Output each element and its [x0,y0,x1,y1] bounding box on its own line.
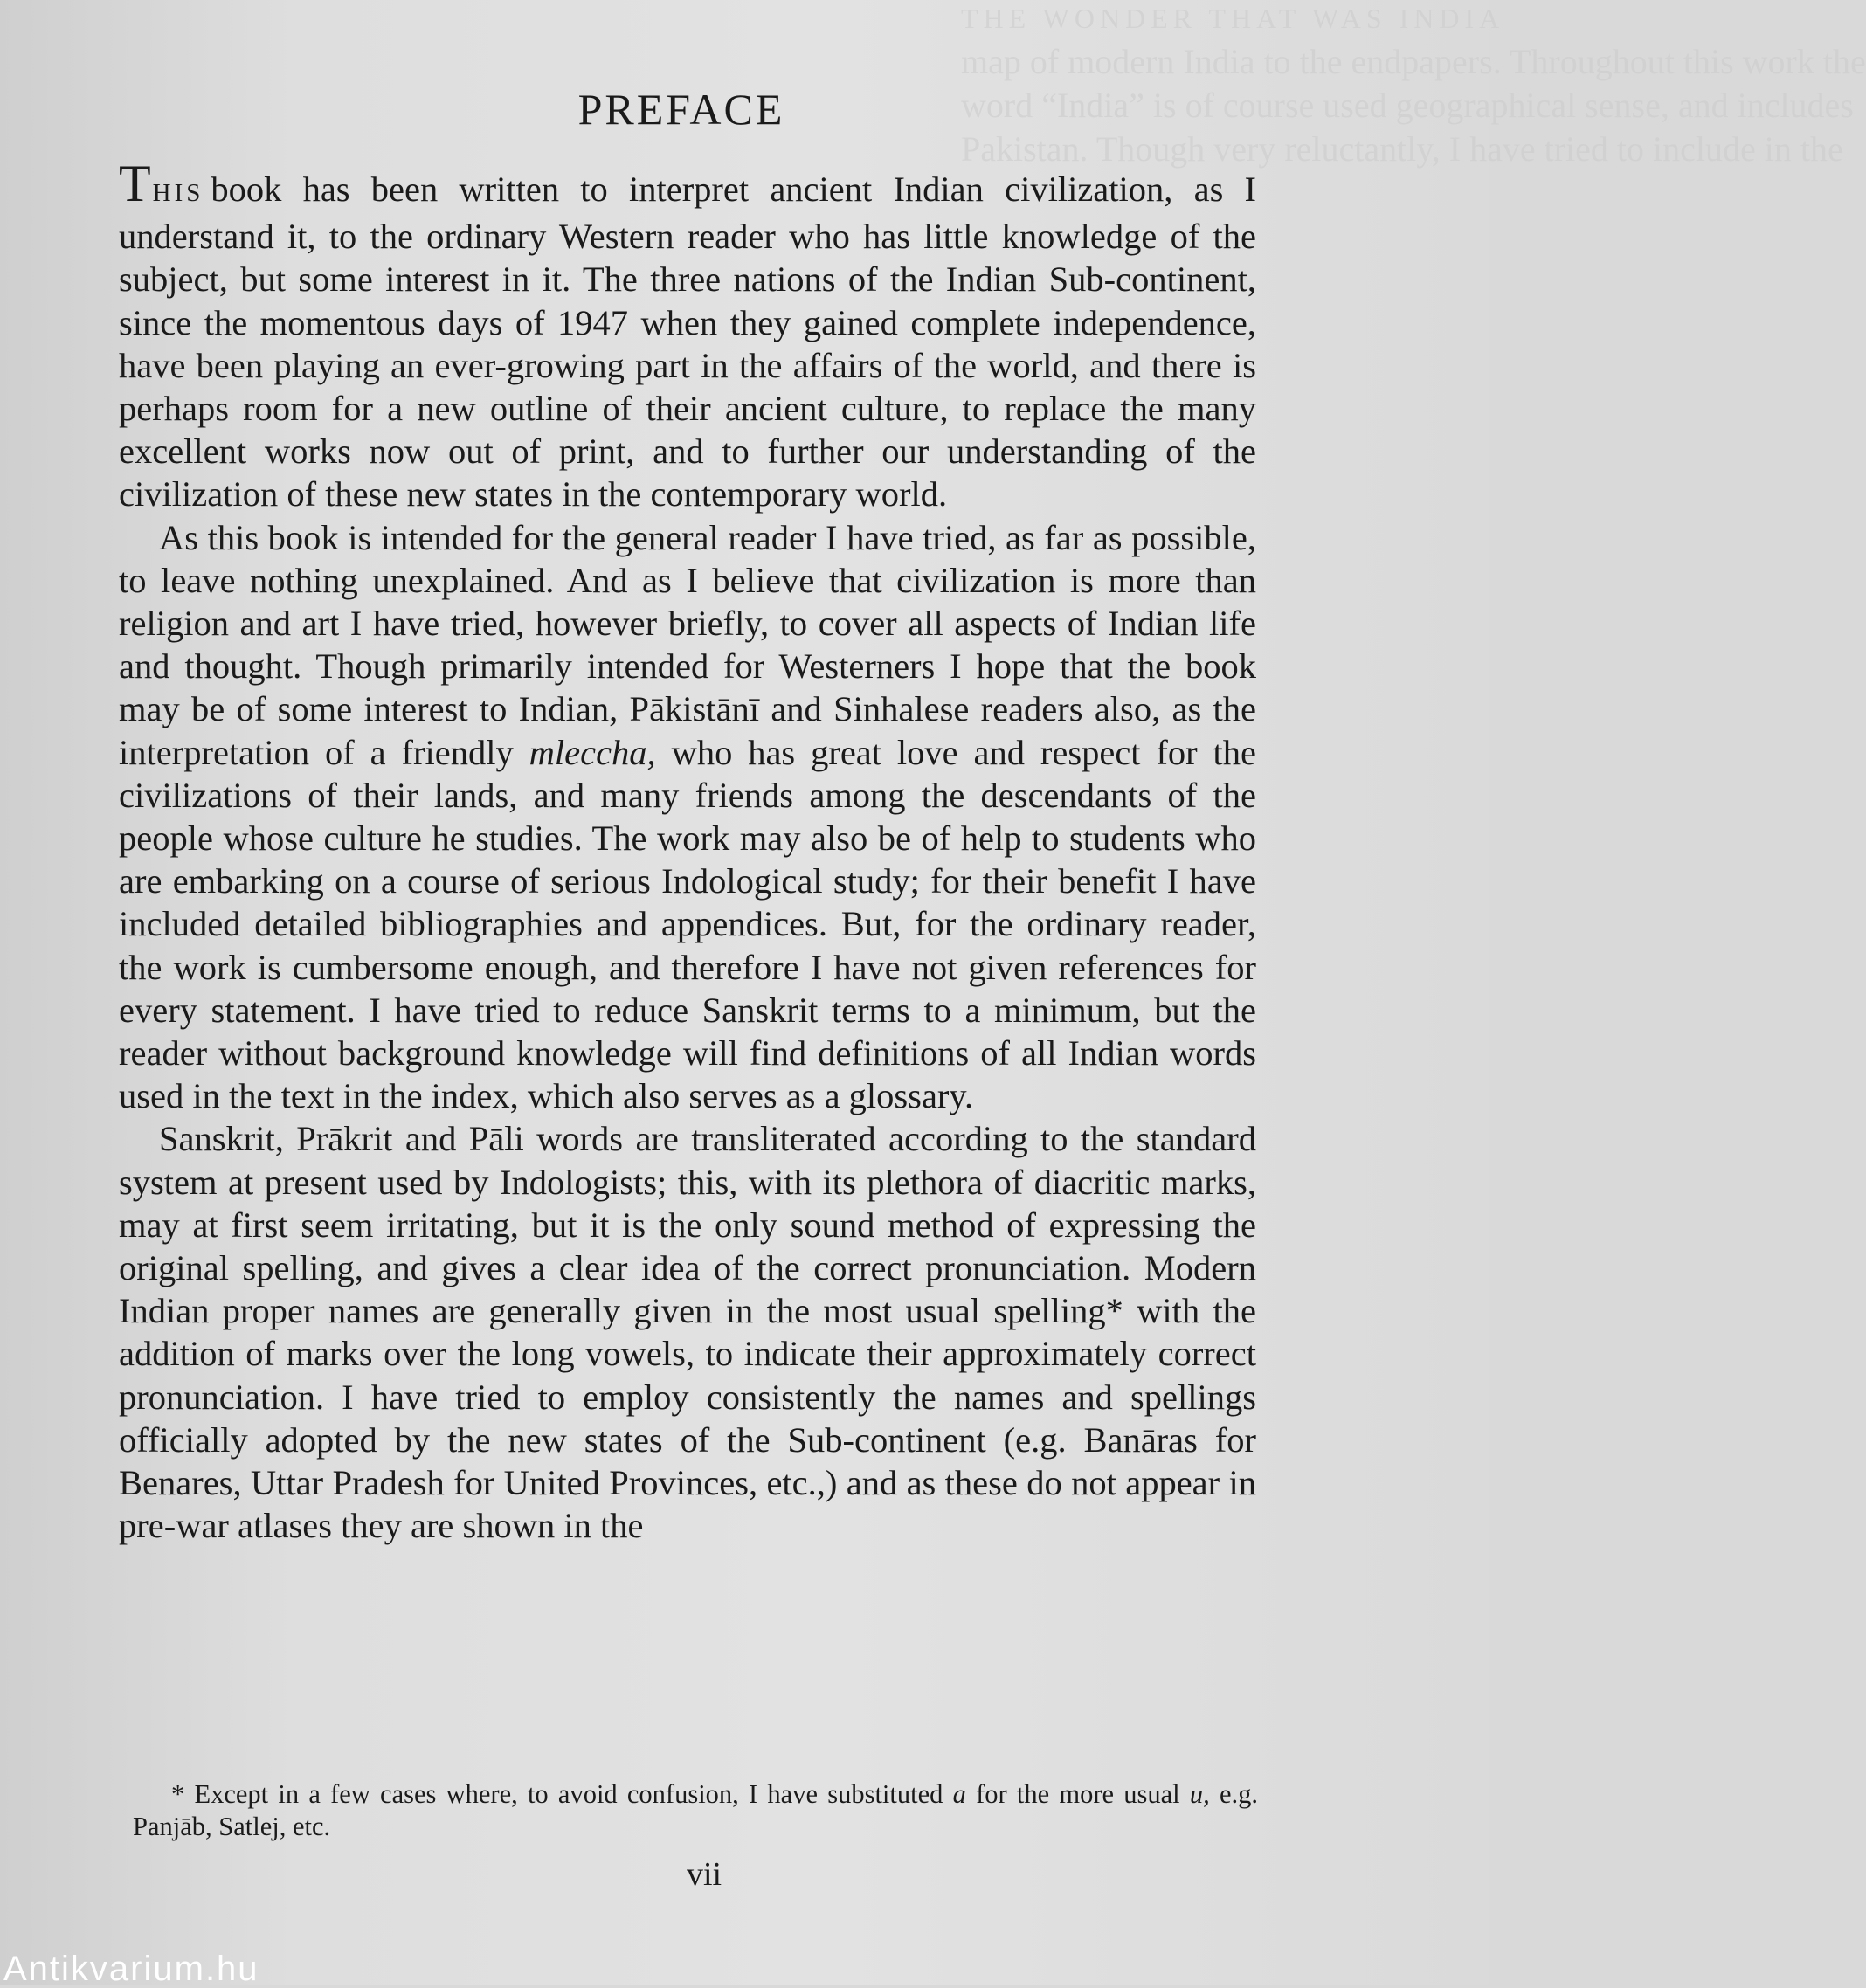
footnote-italic-a: a [952,1779,966,1809]
footnote-italic-u: u, [1189,1779,1210,1809]
paragraph-2 [119,516,1256,1118]
page-number: vii [686,1856,722,1893]
paragraph-text: As this book is intended for the general reader I have tried, as far as possible, to leave nothing unexplained. And as I believe that civilization is more than religion and art I have tried, however briefly, to cover all aspects of Indian life and thought. Though primarily intended for Westerners I hope that the book may be of some interest to Indian, Pākistānī and Sinhalese readers also, as the interpretation of a friendly [119,517,1256,772]
bleed-line: map of modern India to the endpapers. Throughout this work the [961,42,1866,81]
footnote-text: e.g. Panjāb, Satlej, etc. [133,1779,1259,1841]
bleed-line: Pakistan. Though very reluctantly, I have tried to include in the [961,129,1843,169]
paragraph-text: book has been written to interpret ancient Indian civilization, as I understand it, to the ordinary Western reader who has little knowledge of the subject, but some interest in it. The three nations of the Indian Sub-continent, since the momentous days of 1947 when they gained complete independence, have been playing an ever-growing part in the affairs of the world, and there is perhaps room for a new outline of their ancient culture, to replace the many excellent works now out of print, and to further our understanding of the civilization of these new states in the contemporary world. [119,169,1256,514]
page-title: PREFACE [577,85,785,134]
paragraph-1 [119,155,1256,516]
paragraph-3 [119,1117,1256,1547]
body-text [119,155,1257,1548]
footnote-text: for the more usual [976,1779,1180,1809]
bleed-line: word “India” is of course used geographical sense, and includes [961,86,1854,125]
paragraph-text: who has great love and respect for the civilizations of their lands, and many friends among the descendants of the people whose culture he studies. The work may also be of help to students who are embarking on a course of serious Indological study; for their benefit I have included detailed bibliographies and appendices. But, for the ordinary reader, the work is cumbersome enough, and therefore I have not given references for every statement. I have tried to reduce Sanskrit terms to a minimum, but the reader without background knowledge will find definitions of all Indian words used in the text in the index, which also serves as a glossary. [119,732,1257,1116]
footnote-text: * Except in a few cases where, to avoid confusion, I have substituted [171,1779,943,1809]
footnote [133,1778,1258,1843]
bleed-line: THE WONDER THAT WAS INDIA [961,3,1505,34]
drop-cap: T [119,155,151,212]
paragraph-text: Sanskrit, Prākrit and Pāli words are transliterated according to the standard system at present used by Indologists; this, with its plethora of diacritic marks, may at first seem irritating, but it is the only sound method of expressing the original spelling, and gives a clear idea of the correct pronunciation. Modern Indian proper names are generally given in the most usual spelling* with the addition of marks over the long vowels, to indicate their approximately correct pronunciation. I have tried to employ consistently the names and spellings officially adopted by the new states of the Sub-continent (e.g. Banāras for Benares, Uttar Pradesh for United Provinces, etc.,) and as these do not appear in pre-war atlases they are shown in the [119,1119,1256,1546]
italic-term: mleccha, [529,732,656,772]
watermark: Antikvarium.hu [3,1950,259,1988]
small-caps-word: HIS [152,179,204,207]
